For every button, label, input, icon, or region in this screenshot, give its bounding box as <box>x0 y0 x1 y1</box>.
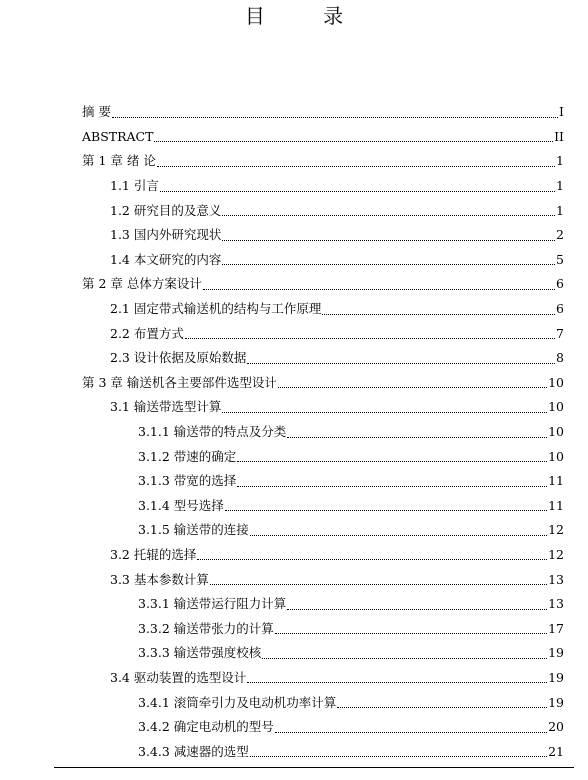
toc-entry-page: 10 <box>548 424 564 440</box>
dot-leader <box>210 584 547 585</box>
page-divider <box>54 767 574 768</box>
toc-entry[interactable] <box>82 666 564 691</box>
dot-leader <box>250 535 547 536</box>
toc-entry-page: 13 <box>548 571 564 587</box>
toc-entry[interactable] <box>82 248 564 273</box>
toc-entry-page: 19 <box>548 669 564 685</box>
toc-entry[interactable] <box>82 518 564 543</box>
dot-leader <box>222 240 555 241</box>
toc-entry[interactable] <box>82 346 564 371</box>
toc-entry-label: 3.1.5 输送带的连接 <box>138 522 249 538</box>
toc-entry-page: 6 <box>556 276 564 292</box>
dot-leader <box>160 191 555 192</box>
toc-entry[interactable] <box>82 395 564 420</box>
toc-entry-page: 13 <box>548 596 564 612</box>
toc-entry-page: 10 <box>548 399 564 415</box>
toc-entry-label: 3.3 基本参数计算 <box>110 571 209 587</box>
toc-entry-label: 3.1.1 输送带的特点及分类 <box>138 424 287 440</box>
dot-leader <box>322 314 555 315</box>
toc-entry-label: 1.1 引言 <box>110 178 159 194</box>
toc-entry-label: 2.3 设计依据及原始数据 <box>110 350 247 366</box>
dot-leader <box>287 437 547 438</box>
dot-leader <box>287 609 547 610</box>
toc-entry-label: 1.4 本文研究的内容 <box>110 251 222 267</box>
dot-leader <box>237 461 547 462</box>
toc-entry-page: I <box>559 104 564 120</box>
toc-entry[interactable] <box>82 174 564 199</box>
toc-entry[interactable] <box>82 690 564 715</box>
toc-entry-page: 1 <box>556 202 564 218</box>
toc-entry[interactable] <box>82 420 564 445</box>
toc-entry-page: 17 <box>548 620 564 636</box>
toc-entry[interactable] <box>82 469 564 494</box>
dot-leader <box>275 732 547 733</box>
toc-entry-page: 8 <box>556 350 564 366</box>
toc-entry-label: 第 2 章 总体方案设计 <box>82 276 202 292</box>
toc-entry[interactable] <box>82 616 564 641</box>
toc-entry-label: 3.3.2 输送带张力的计算 <box>138 620 274 636</box>
dot-leader <box>157 166 555 167</box>
toc-entry-page: 6 <box>556 301 564 317</box>
toc-entry-page: 12 <box>548 522 564 538</box>
toc-entry[interactable] <box>82 272 564 297</box>
dot-leader <box>225 510 547 511</box>
toc-entry-page: 11 <box>548 497 564 513</box>
toc-entry-label: 3.1.2 带速的确定 <box>138 448 237 464</box>
toc-entry-label: 3.3.3 输送带强度校核 <box>138 645 262 661</box>
toc-entry-page: 19 <box>548 645 564 661</box>
toc-entry-label: 3.1.4 型号选择 <box>138 497 224 513</box>
toc-entry-label: 1.3 国内外研究现状 <box>110 227 222 243</box>
toc-entry-label: 3.1.3 带宽的选择 <box>138 473 237 489</box>
toc-entry-page: 1 <box>556 178 564 194</box>
toc-entry-label: 3.3.1 输送带运行阻力计算 <box>138 596 287 612</box>
toc-entry[interactable] <box>82 444 564 469</box>
toc-entry[interactable] <box>82 641 564 666</box>
toc-entry-label: 3.1 输送带选型计算 <box>110 399 222 415</box>
dot-leader <box>237 486 547 487</box>
toc-entry-label: 3.4.2 确定电动机的型号 <box>138 719 274 735</box>
dot-leader <box>112 117 558 118</box>
dot-leader <box>247 682 547 683</box>
dot-leader <box>337 707 547 708</box>
toc-entry[interactable] <box>82 149 564 174</box>
table-of-contents <box>82 100 564 764</box>
toc-entry-label: 第 1 章 绪 论 <box>82 153 156 169</box>
toc-entry-label: 3.4.1 滚筒牵引力及电动机功率计算 <box>138 694 337 710</box>
toc-entry[interactable] <box>82 223 564 248</box>
toc-entry-page: 1 <box>556 153 564 169</box>
toc-entry-label: 2.2 布置方式 <box>110 325 184 341</box>
dot-leader <box>278 387 547 388</box>
dot-leader <box>185 338 555 339</box>
toc-entry-page: II <box>554 128 564 144</box>
toc-entry-page: 20 <box>548 719 564 735</box>
toc-entry[interactable] <box>82 494 564 519</box>
toc-entry-label: 3.4 驱动装置的选型设计 <box>110 669 247 685</box>
toc-entry-page: 7 <box>556 325 564 341</box>
toc-entry-page: 21 <box>548 743 564 759</box>
toc-entry[interactable] <box>82 715 564 740</box>
dot-leader <box>203 289 555 290</box>
toc-entry-page: 2 <box>556 227 564 243</box>
toc-entry-label: 3.4.3 减速器的选型 <box>138 743 249 759</box>
toc-entry[interactable] <box>82 297 564 322</box>
dot-leader <box>197 559 547 560</box>
dot-leader <box>250 756 547 757</box>
dot-leader <box>222 215 555 216</box>
toc-entry-page: 12 <box>548 546 564 562</box>
toc-entry[interactable] <box>82 371 564 396</box>
toc-entry[interactable] <box>82 100 564 125</box>
toc-entry[interactable] <box>82 321 564 346</box>
dot-leader <box>222 264 555 265</box>
toc-entry-label: 1.2 研究目的及意义 <box>110 202 222 218</box>
dot-leader <box>262 658 547 659</box>
toc-entry-label: 摘 要 <box>82 104 111 120</box>
toc-entry-page: 10 <box>548 448 564 464</box>
dot-leader <box>154 141 553 142</box>
toc-entry-page: 19 <box>548 694 564 710</box>
toc-title: 目 录 <box>244 4 370 28</box>
toc-entry-label: 第 3 章 输送机各主要部件选型设计 <box>82 374 277 390</box>
toc-entry[interactable] <box>82 198 564 223</box>
dot-leader <box>275 633 547 634</box>
toc-entry-page: 11 <box>548 473 564 489</box>
toc-entry[interactable] <box>82 543 564 568</box>
toc-entry-label: 2.1 固定带式输送机的结构与工作原理 <box>110 301 322 317</box>
toc-entry[interactable] <box>82 739 564 764</box>
toc-entry-page: 10 <box>548 374 564 390</box>
toc-entry-label: ABSTRACT <box>82 128 154 144</box>
dot-leader <box>222 412 547 413</box>
toc-entry[interactable] <box>82 567 564 592</box>
toc-entry[interactable] <box>82 125 564 150</box>
toc-entry-page: 5 <box>556 251 564 267</box>
toc-entry-label: 3.2 托辊的选择 <box>110 546 197 562</box>
dot-leader <box>247 363 555 364</box>
toc-entry[interactable] <box>82 592 564 617</box>
